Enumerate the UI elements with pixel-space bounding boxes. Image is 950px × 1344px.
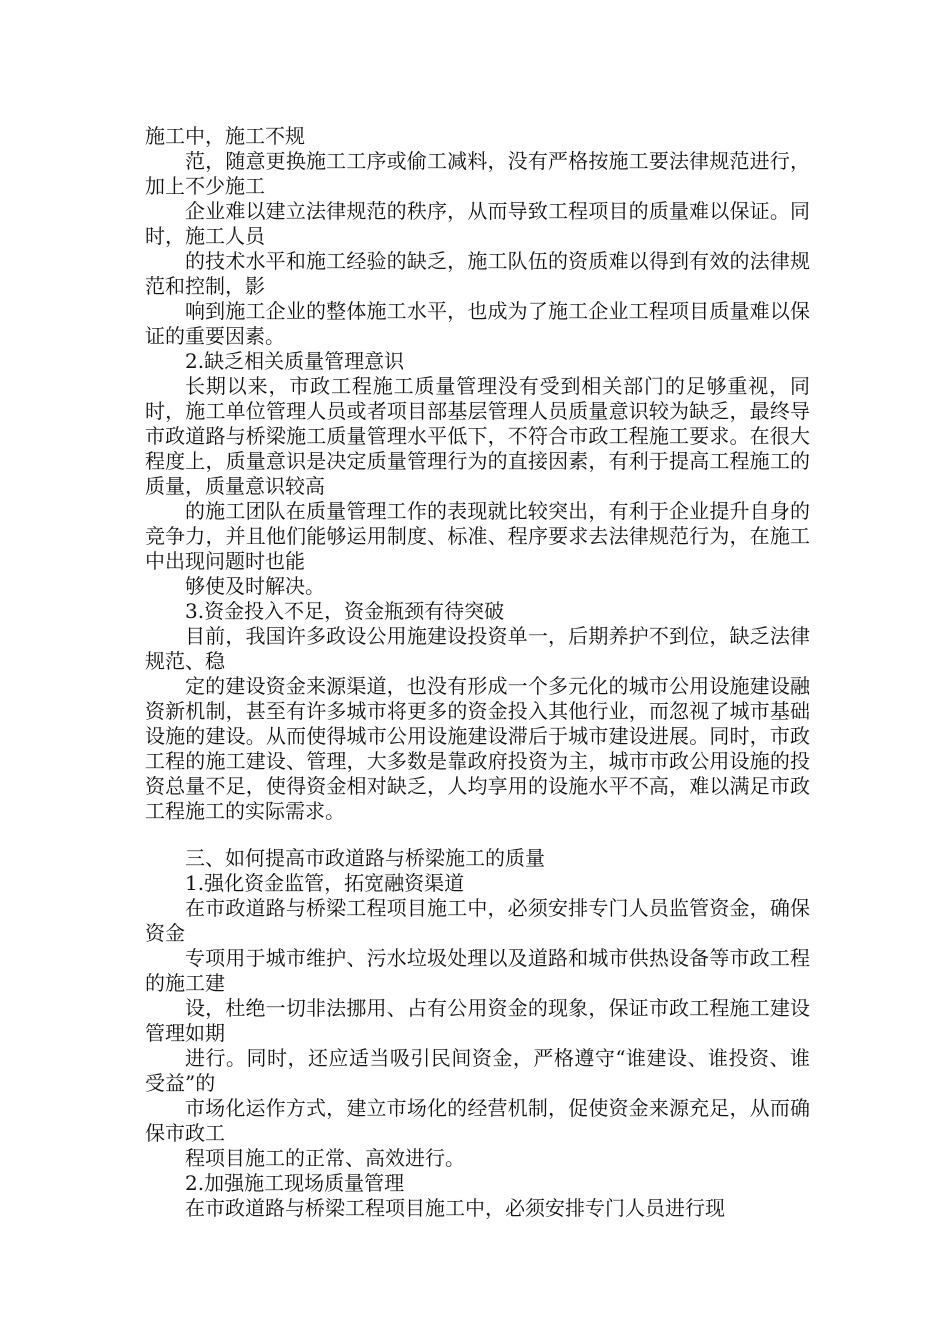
section-heading: 3.资金投入不足，资金瓶颈有待突破: [185, 599, 505, 623]
paragraph: 设，杜绝一切非法挪用、占有公用资金的现象，保证市政工程施工建设管理如期: [145, 996, 810, 1045]
section-heading: 2.缺乏相关质量管理意识: [185, 349, 405, 373]
paragraph: 施工中，施工不规: [145, 124, 305, 148]
paragraph: 响到施工企业的整体施工水平，也成为了施工企业工程项目质量难以保证的重要因素。: [145, 299, 810, 348]
section-heading: 1.强化资金监管，拓宽融资渠道: [185, 871, 465, 895]
paragraph: 专项用于城市维护、污水垃圾处理以及道路和城市供热设备等市政工程的施工建: [145, 946, 810, 995]
paragraph: 在市政道路与桥梁工程项目施工中，必须安排专门人员监管资金，确保资金: [145, 896, 810, 945]
paragraph: 进行。同时，还应适当吸引民间资金，严格遵守“谁建设、谁投资、谁受益”的: [145, 1046, 810, 1095]
document-body: [145, 124, 810, 1221]
paragraph: 定的建设资金来源渠道，也没有形成一个多元化的城市公用设施建设融资新机制，甚至有许多城市将更多的资金投入其他行业，而忽视了城市基础设施的建设。从而使得城市公用设施建设滞后于城市建设进展。同时，市政工程的施工建设、管理，大多数是靠政府投资为主，城市市政公用设施的投资总量不足，使得资金相对缺乏，人均享用的设施水平不高，难以满足市政工程施工的实际需求。: [145, 674, 810, 823]
paragraph: 企业难以建立法律规范的秩序，从而导致工程项目的质量难以保证。同时，施工人员: [145, 199, 810, 248]
paragraph: 的技术水平和施工经验的缺乏，施工队伍的资质难以得到有效的法律规范和控制，影: [145, 249, 810, 298]
chapter-heading: 三、如何提高市政道路与桥梁施工的质量: [185, 846, 545, 870]
paragraph: 的施工团队在质量管理工作的表现就比较突出，有利于企业提升自身的竞争力，并且他们能够运用制度、标准、程序要求去法律规范行为，在施工中出现问题时也能: [145, 499, 810, 573]
section-heading: 2.加强施工现场质量管理: [185, 1171, 405, 1195]
paragraph: 市场化运作方式，建立市场化的经营机制，促使资金来源充足，从而确保市政工: [145, 1096, 810, 1145]
paragraph: 范，随意更换施工工序或偷工减料，没有严格按施工要法律规范进行，加上不少施工: [145, 149, 810, 198]
paragraph: 程项目施工的正常、高效进行。: [185, 1146, 465, 1170]
paragraph: 目前，我国许多政设公用施建设投资单一，后期养护不到位，缺乏法律规范、稳: [145, 624, 810, 673]
paragraph-gap: [145, 824, 810, 846]
paragraph: 在市政道路与桥梁工程项目施工中，必须安排专门人员进行现: [185, 1196, 725, 1220]
paragraph: 够使及时解决。: [185, 574, 325, 598]
paragraph: 长期以来，市政工程施工质量管理没有受到相关部门的足够重视，同时，施工单位管理人员或者项目部基层管理人员质量意识较为缺乏，最终导市政道路与桥梁施工质量管理水平低下，不符合市政工程施工要求。在很大程度上，质量意识是决定质量管理行为的直接因素，有利于提高工程施工的质量，质量意识较高: [145, 374, 810, 498]
